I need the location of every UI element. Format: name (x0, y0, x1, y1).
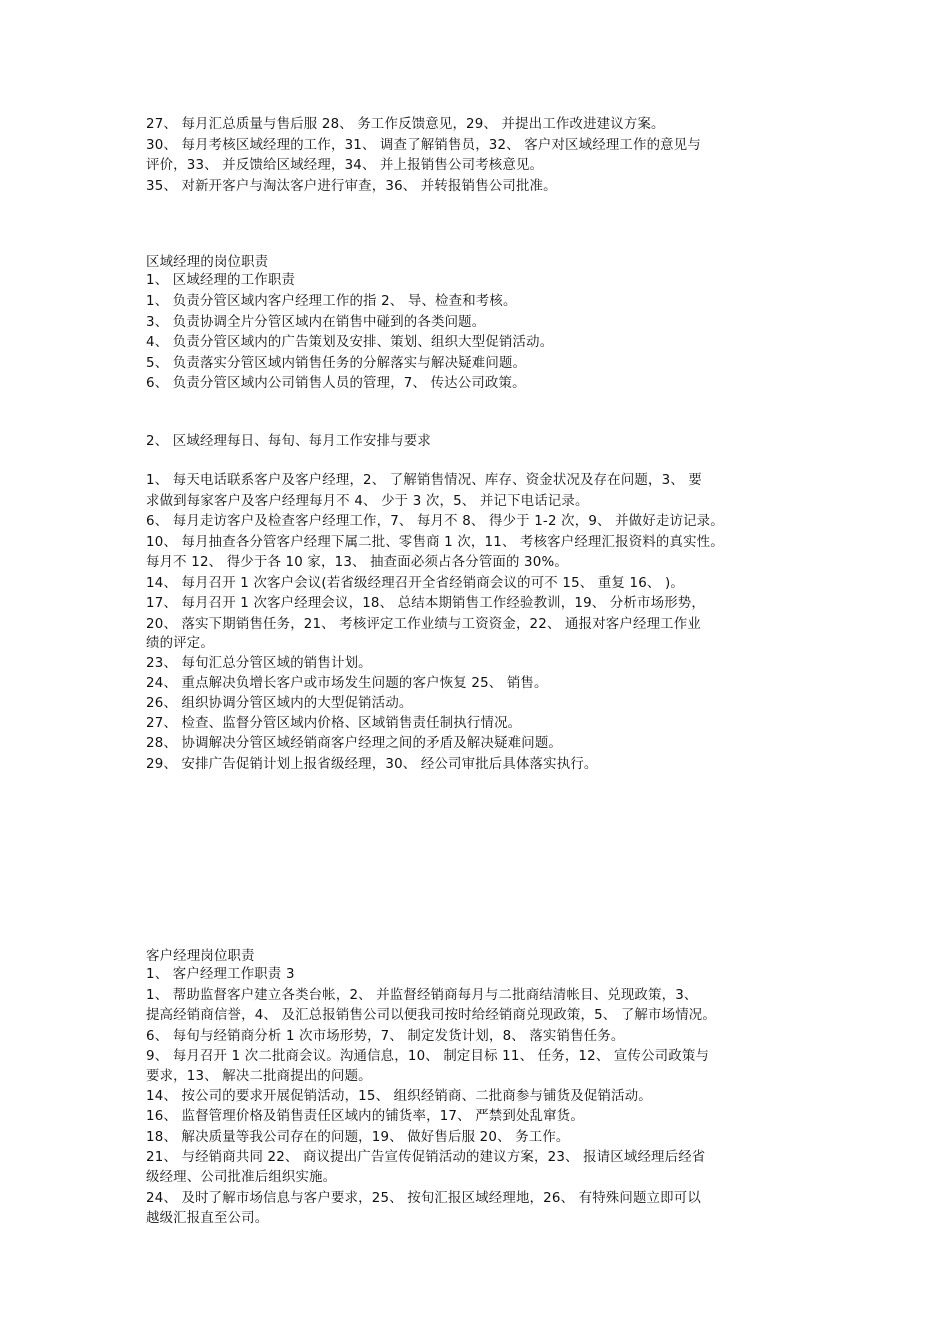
text-line: 6、 每旬与经销商分析 1 次市场形势，7、 制定发货计划，8、 落实销售任务。 (146, 1029, 625, 1044)
text-line: 每月不 12、 得少于各 10 家，13、 抽查面必须占各分管面的 30%。 (146, 555, 569, 570)
text-line: 3、 负责协调全片分管区域内在销售中碰到的各类问题。 (146, 315, 486, 330)
subsection-title: 1、 客户经理工作职责 3 (146, 967, 295, 982)
text-line: 1、 帮助监督客户建立各类台帐，2、 并监督经销商每月与二批商结清帐目、兑现政策，3、 (146, 988, 698, 1003)
section-title-regional: 区域经理的岗位职责 (146, 255, 269, 270)
text-line: 30、 每月考核区域经理的工作，31、 调查了解销售员，32、 客户对区域经理工作的意见与 (146, 138, 701, 153)
text-line: 提高经销商信誉，4、 及汇总报销售公司以便我司按时给经销商兑现政策，5、 了解市场情况。 (146, 1008, 716, 1023)
text-line: 26、 组织协调分管区域内的大型促销活动。 (146, 696, 413, 711)
text-line: 14、 按公司的要求开展促销活动，15、 组织经销商、二批商参与铺货及促销活动。 (146, 1089, 652, 1104)
text-line: 1、 每天电话联系客户及客户经理，2、 了解销售情况、库存、资金状况及存在问题，3、 要 (146, 473, 702, 488)
text-line: 要求，13、 解决二批商提出的问题。 (146, 1069, 372, 1084)
text-line: 1、 负责分管区域内客户经理工作的指 2、 导、检查和考核。 (146, 294, 517, 309)
text-line: 绩的评定。 (146, 636, 214, 651)
text-line: 23、 每旬汇总分管区域的销售计划。 (146, 656, 372, 671)
text-line: 17、 每月召开 1 次客户经理会议，18、 总结本期销售工作经验教训，19、 分析市场形势， (146, 596, 705, 611)
text-line: 4、 负责分管区域内的广告策划及安排、策划、组织大型促销活动。 (146, 335, 554, 350)
text-line: 24、 及时了解市场信息与客户要求，25、 按旬汇报区域经理地，26、 有特殊问题立即可以 (146, 1191, 701, 1206)
text-line: 10、 每月抽查各分管客户经理下属二批、零售商 1 次，11、 考核客户经理汇报资料的真实性。 (146, 535, 724, 550)
text-line: 6、 每月走访客户及检查客户经理工作，7、 每月不 8、 得少于 1-2 次，9、 并做好走访记录。 (146, 514, 724, 529)
text-line: 16、 监督管理价格及销售责任区域内的铺货率，17、 严禁到处乱窜货。 (146, 1109, 584, 1124)
text-line: 18、 解决质量等我公司存在的问题，19、 做好售后服 20、 务工作。 (146, 1130, 570, 1145)
subsection-title: 1、 区域经理的工作职责 (146, 273, 296, 288)
text-line: 20、 落实下期销售任务，21、 考核评定工作业绩与工资资金，22、 通报对客户经理工作业 (146, 617, 701, 632)
text-line: 越级汇报直至公司。 (146, 1211, 269, 1226)
text-line: 5、 负责落实分管区域内销售任务的分解落实与解决疑难问题。 (146, 356, 527, 371)
text-line: 求做到每家客户及客户经理每月不 4、 少于 3 次，5、 并记下电话记录。 (146, 494, 589, 509)
text-line: 24、 重点解决负增长客户或市场发生问题的客户恢复 25、 销售。 (146, 676, 548, 691)
text-line: 29、 安排广告促销计划上报省级经理，30、 经公司审批后具体落实执行。 (146, 757, 598, 772)
text-line: 14、 每月召开 1 次客户会议(若省级经理召开全省经销商会议的可不 15、 重复 16、 )。 (146, 576, 684, 591)
text-line: 级经理、公司批准后组织实施。 (146, 1170, 337, 1185)
text-line: 35、 对新开客户与淘汰客户进行审查，36、 并转报销售公司批准。 (146, 179, 557, 194)
text-line: 9、 每月召开 1 次二批商会议。沟通信息，10、 制定目标 11、 任务，12、 宣传公司政策与 (146, 1049, 710, 1064)
text-line: 6、 负责分管区域内公司销售人员的管理，7、 传达公司政策。 (146, 376, 526, 391)
text-line: 21、 与经销商共同 22、 商议提出广告宣传促销活动的建议方案，23、 报请区域经理后经省 (146, 1150, 706, 1165)
text-line: 评价，33、 并反馈给区域经理，34、 并上报销售公司考核意见。 (146, 158, 544, 173)
text-line: 27、 检查、监督分管区域内价格、区域销售责任制执行情况。 (146, 716, 522, 731)
subsection-title: 2、 区域经理每日、每旬、每月工作安排与要求 (146, 434, 431, 449)
text-line: 27、 每月汇总质量与售后服 28、 务工作反馈意见，29、 并提出工作改进建议方案。 (146, 117, 665, 132)
text-line: 28、 协调解决分管区域经销商客户经理之间的矛盾及解决疑难问题。 (146, 736, 563, 751)
section-title-customer: 客户经理岗位职责 (146, 949, 255, 964)
